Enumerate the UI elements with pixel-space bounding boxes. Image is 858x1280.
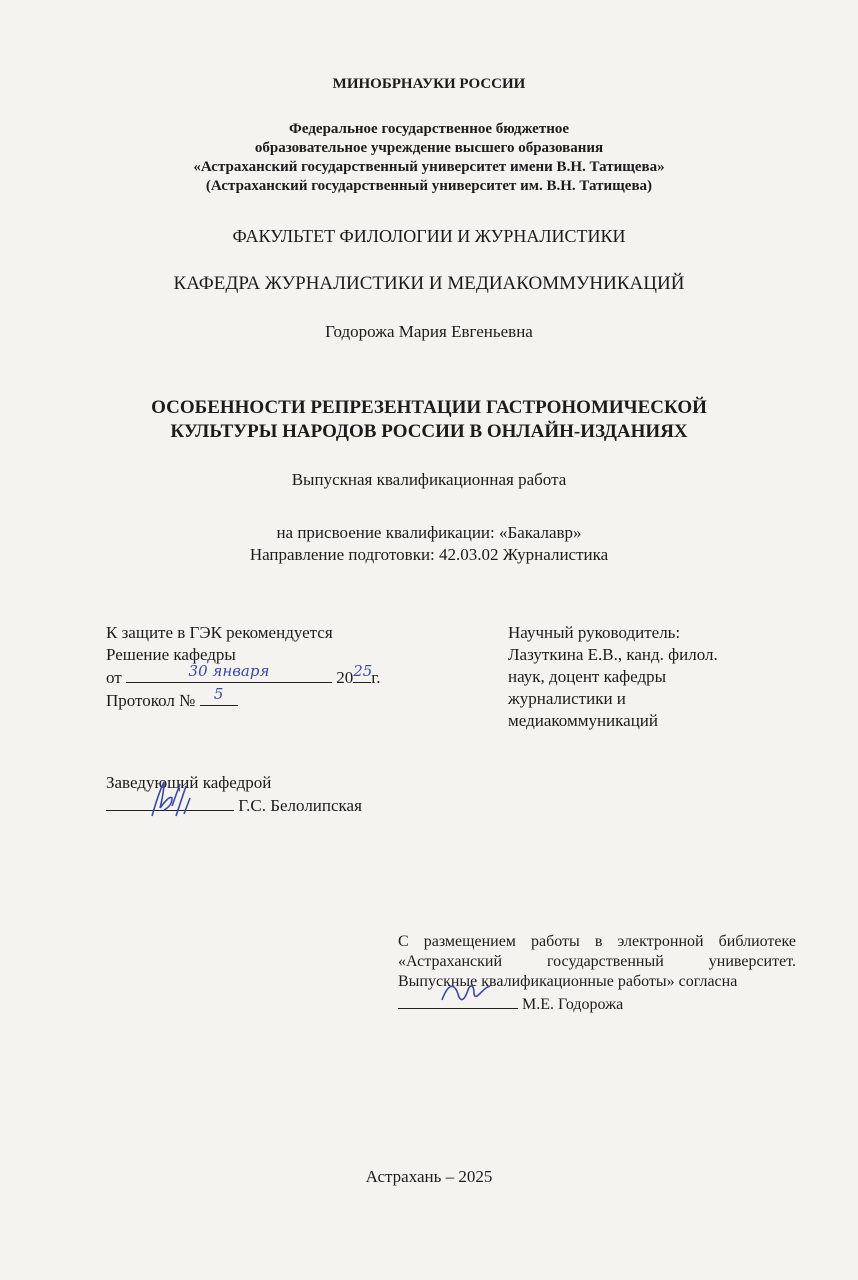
signature-blank <box>106 794 234 811</box>
defense-recommended: К защите в ГЭК рекомендуется <box>106 623 333 642</box>
supervisor-block <box>508 622 768 732</box>
handwritten-protocol: 5 <box>213 685 224 703</box>
ministry-heading: МИНОБРНАУКИ РОССИИ <box>332 76 526 92</box>
date-prefix: от <box>106 668 122 687</box>
institution-line: Федеральное государственное бюджетное <box>288 121 570 137</box>
head-signature-line <box>106 794 446 817</box>
defense-block <box>106 622 426 712</box>
direction-line: Направление подготовки: 42.03.02 Журналистика <box>249 545 609 564</box>
consent-signature-blank <box>398 992 518 1009</box>
head-name: Г.С. Белолипская <box>238 796 362 815</box>
year-blank <box>353 662 373 683</box>
consent-text: С размещением работы в электронной библиотеке «Астраханский государственный университет. Выпускные квалификационные работы» согласна <box>398 933 796 990</box>
city-year-footer: Астрахань – 2025 <box>365 1167 493 1186</box>
head-of-department-block <box>106 772 446 817</box>
year-prefix: 20 <box>336 668 354 687</box>
qualification-block <box>0 522 858 566</box>
handwritten-date: 30 января <box>188 662 270 680</box>
title-line: КУЛЬТУРЫ НАРОДОВ РОССИИ В ОНЛАЙН-ИЗДАНИЯХ <box>170 421 688 442</box>
author-signature-mark <box>438 974 494 1010</box>
date-blank <box>126 662 332 683</box>
thesis-title <box>0 396 858 444</box>
head-signature-mark <box>146 776 196 822</box>
qualification-line: на присвоение квалификации: «Бакалавр» <box>276 523 582 542</box>
author-name: Годорожа Мария Евгеньевна <box>325 322 533 341</box>
protocol-line <box>106 685 426 712</box>
institution-line: «Астраханский государственный университет имени В.Н. Татищева» <box>193 159 665 175</box>
institution-line: (Астраханский государственный университет им. В.Н. Татищева) <box>205 178 653 194</box>
year-suffix: г. <box>371 668 381 687</box>
institution-line: образовательное учреждение высшего образования <box>254 140 604 156</box>
handwritten-year: 25 <box>353 662 373 680</box>
department-heading: КАФЕДРА ЖУРНАЛИСТИКИ И МЕДИАКОММУНИКАЦИЙ <box>173 273 685 294</box>
title-line: ОСОБЕННОСТИ РЕПРЕЗЕНТАЦИИ ГАСТРОНОМИЧЕСКОЙ <box>151 397 707 418</box>
supervisor-line: наук, доцент кафедры <box>508 667 667 686</box>
defense-decision: Решение кафедры <box>106 645 236 664</box>
supervisor-line: Лазуткина Е.В., канд. филол. <box>508 645 718 664</box>
consent-name: М.Е. Годорожа <box>522 996 624 1013</box>
work-type: Выпускная квалификационная работа <box>291 470 567 489</box>
protocol-blank <box>200 685 238 706</box>
defense-date-line <box>106 662 426 689</box>
faculty-heading: ФАКУЛЬТЕТ ФИЛОЛОГИИ И ЖУРНАЛИСТИКИ <box>232 226 626 246</box>
protocol-prefix: Протокол № <box>106 691 196 710</box>
consent-block <box>398 932 796 1015</box>
supervisor-line: журналистики и <box>508 689 626 708</box>
institution-block <box>0 120 858 196</box>
supervisor-heading: Научный руководитель: <box>508 623 681 642</box>
head-heading: Заведующий кафедрой <box>106 773 272 792</box>
supervisor-line: медиакоммуникаций <box>508 711 658 730</box>
consent-signature-line <box>398 992 796 1015</box>
